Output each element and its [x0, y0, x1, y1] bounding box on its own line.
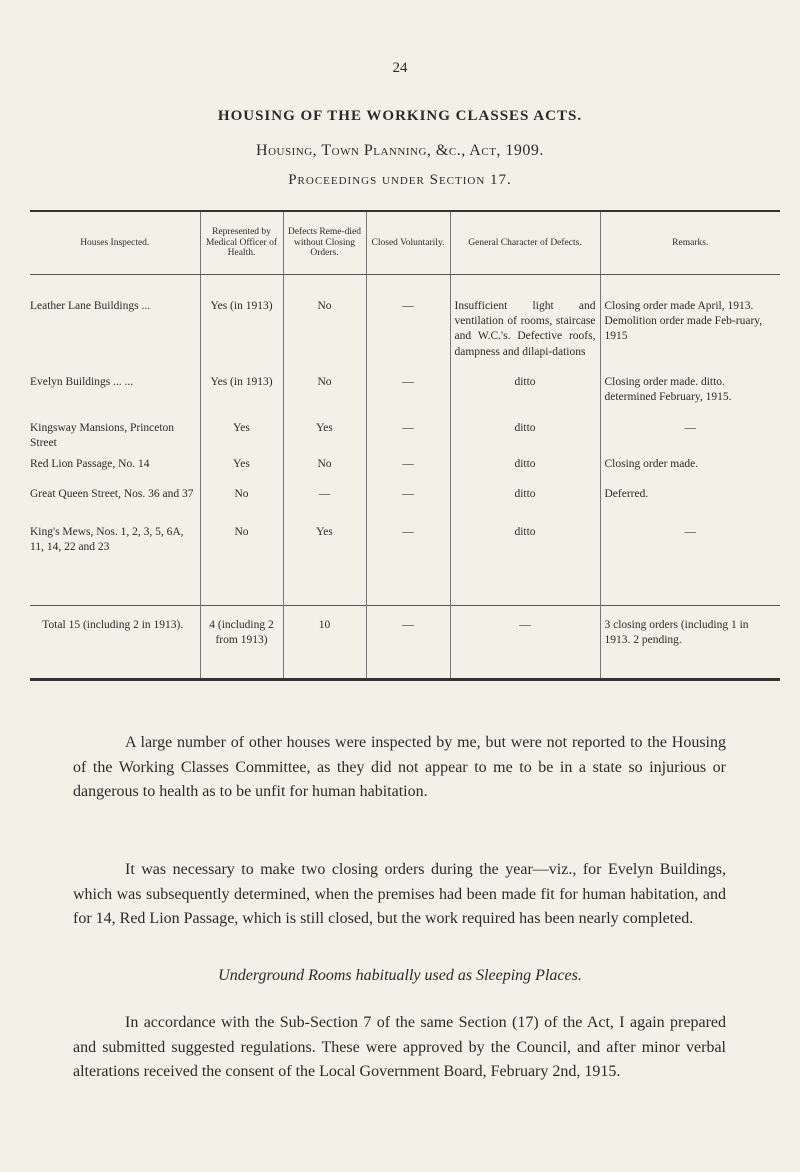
page-number: 24 [392, 60, 408, 76]
cell-character: ditto [450, 421, 600, 457]
cell-total-character: — [450, 606, 600, 680]
table-row [30, 487, 780, 525]
cell-character: ditto [450, 525, 600, 606]
cell-defects: Yes [283, 421, 366, 457]
cell-houses: King's Mews, Nos. 1, 2, 3, 5, 6A, 11, 14, 22 and 23 [30, 526, 184, 554]
cell-represented: No [200, 525, 283, 606]
cell-closed: — [366, 487, 450, 525]
cell-defects: No [283, 375, 366, 421]
cell-remarks: Closing order made. [600, 457, 780, 487]
cell-total-defects: 10 [283, 606, 366, 680]
header-remarks: Remarks. [600, 211, 780, 275]
table-row [30, 525, 780, 606]
cell-closed: — [366, 525, 450, 606]
cell-defects: Yes [283, 525, 366, 606]
paragraph-regulations: In accordance with the Sub-Section 7 of the same Section (17) of the Act, I again prepared and submitted suggested regulations. These were approved by the Council, and after minor verbal alterations received the consent of the Local Government Board, February 2nd, 1915. [73, 1014, 726, 1080]
cell-represented: Yes [200, 421, 283, 457]
table-header-row [30, 211, 780, 275]
total-row [30, 606, 780, 680]
paragraph-closing-orders: It was necessary to make two closing orders during the year—viz., for Evelyn Buildings, which was subsequently determined, when the premises had been made fit for human habitation, and for 14, Red Lion Passage, which is still closed, but the work required has been nearly completed. [73, 861, 726, 927]
paragraph-other-houses: A large number of other houses were inspected by me, but were not reported to the Housing of the Working Classes Committee, as they did not appear to me to be in a state so injurious or dangerous to health as to be unfit for human habitation. [73, 734, 726, 800]
cell-total-houses: Total 15 (including 2 in 1913). [30, 606, 200, 680]
cell-represented: Yes (in 1913) [200, 275, 283, 376]
cell-represented: Yes [200, 457, 283, 487]
header-closed: Closed Voluntarily. [366, 211, 450, 275]
cell-total-remarks: 3 closing orders (including 1 in 1913. 2 pending. [600, 606, 780, 680]
cell-remarks: — [600, 525, 780, 606]
header-represented: Represented by Medical Officer of Health. [200, 211, 283, 275]
cell-remarks: — [600, 421, 780, 457]
cell-character: ditto [450, 487, 600, 525]
cell-defects: No [283, 457, 366, 487]
cell-closed: — [366, 421, 450, 457]
table-row [30, 421, 780, 457]
cell-houses: Great Queen Street, Nos. 36 and 37 [30, 488, 194, 500]
cell-defects: — [283, 487, 366, 525]
cell-represented: Yes (in 1913) [200, 375, 283, 421]
section-subtitle: Proceedings under Section 17. [288, 172, 512, 188]
cell-remarks: Closing order made April, 1913. Demolition order made Feb-ruary, 1915 [600, 275, 780, 376]
cell-remarks: Deferred. [600, 487, 780, 525]
section-heading-underground-rooms: Underground Rooms habitually used as Sleeping Places. [218, 967, 582, 984]
table-row [30, 375, 780, 421]
cell-closed: — [366, 457, 450, 487]
header-character: General Character of Defects. [450, 211, 600, 275]
cell-houses: Kingsway Mansions, Princeton Street [30, 422, 175, 450]
header-defects: Defects Reme-died without Closing Orders. [283, 211, 366, 275]
act-subtitle: Housing, Town Planning, &c., Act, 1909. [256, 142, 544, 159]
cell-defects: No [283, 275, 366, 376]
cell-closed: — [366, 275, 450, 376]
cell-character: ditto [450, 457, 600, 487]
cell-houses: Leather Lane Buildings ... [30, 300, 151, 312]
cell-represented: No [200, 487, 283, 525]
table-row [30, 457, 780, 487]
cell-total-closed: — [366, 606, 450, 680]
cell-character: ditto [450, 375, 600, 421]
cell-character: Insufficient light and ventilation of rooms, staircase and W.C.'s. Defective roofs, dampness and dilapi-dations [450, 275, 600, 376]
cell-houses: Evelyn Buildings ... ... [30, 376, 134, 388]
cell-remarks: Closing order made. ditto. determined February, 1915. [600, 375, 780, 421]
page-title: HOUSING OF THE WORKING CLASSES ACTS. [217, 108, 583, 124]
table-row [30, 275, 780, 376]
cell-total-represented: 4 (including 2 from 1913) [200, 606, 283, 680]
header-houses: Houses Inspected. [30, 211, 200, 275]
cell-closed: — [366, 375, 450, 421]
cell-houses: Red Lion Passage, No. 14 [30, 458, 150, 470]
proceedings-table [30, 210, 780, 681]
